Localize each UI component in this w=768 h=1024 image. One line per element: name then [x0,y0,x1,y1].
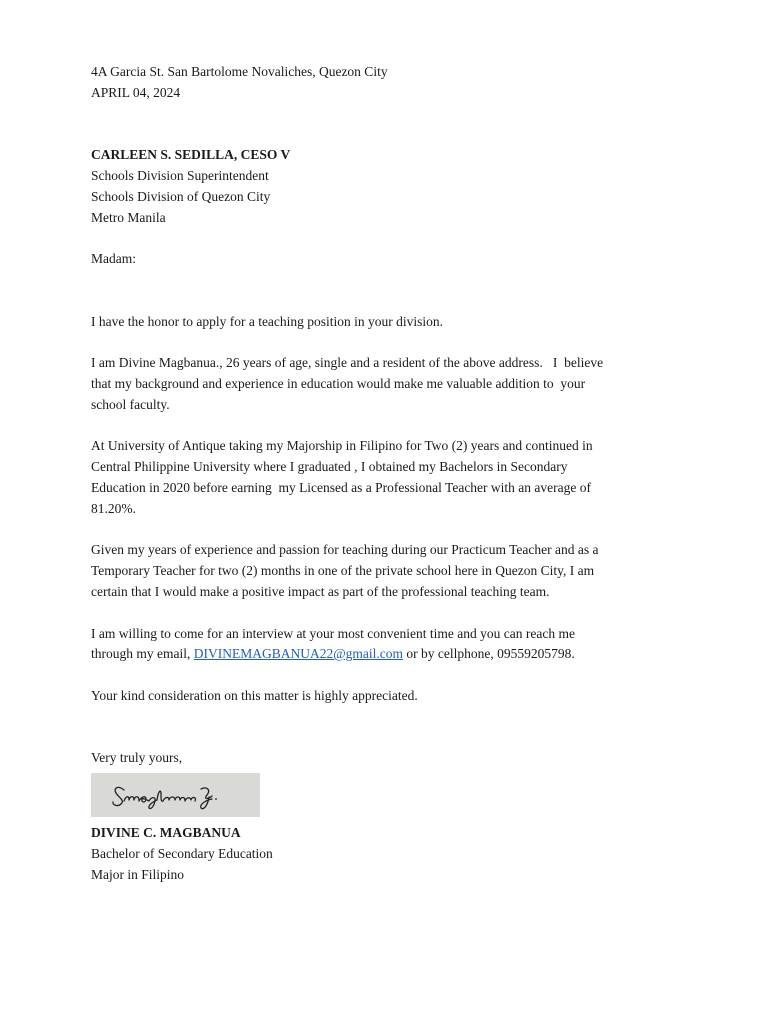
letter-date: APRIL 04, 2024 [91,84,181,100]
spacer [91,332,691,353]
signature-scribble [91,773,260,817]
email-link[interactable]: DIVINEMAGBANUA22@gmail.com [193,646,404,662]
signer-degree: Bachelor of Secondary Education [91,845,273,861]
spacer [91,603,691,624]
paragraph-thanks [91,686,691,707]
closing: Very truly yours, [91,750,183,766]
paragraph-line [91,644,691,665]
signer-name: DIVINE C. MAGBANUA [91,825,241,841]
paragraph-line: certain that I would make a positive impact as part of the professional teaching team. [91,583,550,599]
spacer [91,104,691,146]
sender-address: 4A Garcia St. San Bartolome Novaliches, Quezon City [91,64,388,79]
spacer [91,707,691,749]
paragraph-line: 81.20%. [91,500,136,516]
recipient-office: Schools Division of Quezon City [91,188,271,204]
paragraph-contact [91,624,691,666]
email-prefix: through my email, [91,646,194,662]
recipient-name: CARLEEN S. SEDILLA, CESO V [91,147,291,163]
paragraph-line: Education in 2020 before earning my Licensed as a Professional Teacher with an average of [91,479,591,495]
spacer [91,416,691,437]
paragraph-line: At University of Antique taking my Majorship in Filipino for Two (2) years and continued in [91,438,593,454]
recipient-title: Schools Division Superintendent [91,167,269,183]
paragraph-line: I am willing to come for an interview at your most convenient time and you can reach me [91,625,575,641]
paragraph-education [91,436,691,519]
paragraph-intro [91,312,691,333]
paragraph-line: school faculty. [91,396,170,412]
paragraph-line: Central Philippine University where I graduated , I obtained my Bachelors in Secondary [91,459,568,475]
spacer [91,520,691,541]
signature-image [91,773,260,817]
paragraph-line: Your kind consideration on this matter is highly appreciated. [91,687,418,703]
paragraph-line: Given my years of experience and passion for teaching during our Practicum Teacher and as a [91,542,599,558]
salutation: Madam: [91,251,136,267]
paragraph-line: I am Divine Magbanua., 26 years of age, single and a resident of the above address. I believe [91,355,604,371]
spacer [91,228,691,249]
phone-suffix: or by cellphone, 09559205798. [403,646,575,662]
signer-major: Major in Filipino [91,866,185,882]
spacer [91,665,691,686]
spacer [91,270,691,312]
paragraph-line: I have the honor to apply for a teaching position in your division. [91,313,444,329]
paragraph-profile [91,353,691,415]
letter [91,62,691,885]
recipient-location: Metro Manila [91,209,166,225]
paragraph-experience [91,540,691,602]
paragraph-line: that my background and experience in education would make me valuable addition to your [91,375,586,391]
paragraph-line: Temporary Teacher for two (2) months in one of the private school here in Quezon City, I am [91,563,595,579]
